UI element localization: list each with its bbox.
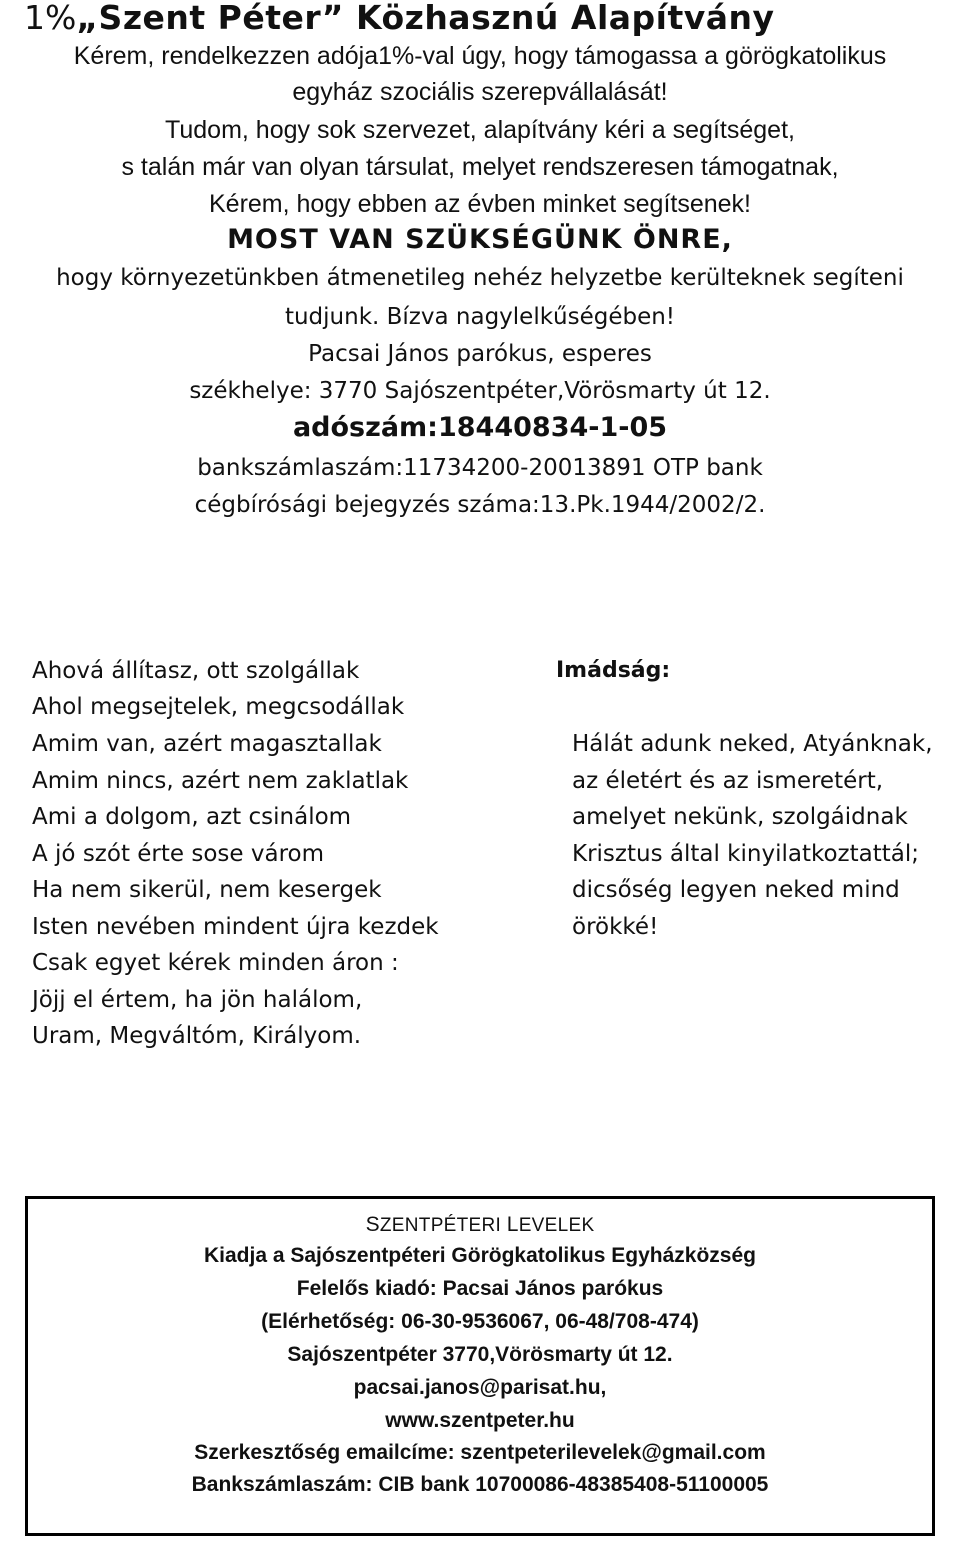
intro-line: s talán már van olyan társulat, melyet rendszeresen támogatnak, <box>121 153 839 181</box>
prayer-heading: Imádság: <box>556 658 671 683</box>
prayer-line: Krisztus által kinyilatkoztattál; <box>572 841 919 867</box>
poem-line: Jöjj el értem, ha jön halálom, <box>32 987 363 1013</box>
title-initial: L <box>506 1213 519 1236</box>
poem-line: Uram, Megváltóm, Királyom. <box>32 1023 362 1049</box>
bank-account-line: bankszámlaszám:11734200-20013891 OTP bank <box>197 455 763 481</box>
priest-name: Pacsai János parókus, esperes <box>308 341 652 367</box>
headquarters-address: székhelye: 3770 Sajószentpéter,Vörösmarty út 12. <box>189 378 771 404</box>
poem-line: A jó szót érte sose várom <box>32 841 324 867</box>
title-word: ZENTPÉTERI <box>379 1215 507 1236</box>
intro-line: Kérem, rendelkezzen adója1%-val úgy, hogy támogassa a görögkatolikus <box>73 42 887 70</box>
contact-phone-line: (Elérhetőség: 06-30-9536067, 06-48/708-474) <box>261 1310 699 1333</box>
bank-account-footer: Bankszámlaszám: CIB bank 10700086-48385408-51100005 <box>191 1473 769 1496</box>
need-headline: MOST VAN SZÜKSÉGÜNK ÖNRE, <box>227 224 733 255</box>
poem-line: Ami a dolgom, azt csinálom <box>32 804 352 830</box>
poem-line: Isten nevében mindent újra kezdek <box>32 914 439 940</box>
poem-line: Ahol megsejtelek, megcsodállak <box>32 694 405 720</box>
editorial-email-line: Szerkesztőség emailcíme: szentpeterilevelek@gmail.com <box>194 1441 766 1464</box>
newsletter-title <box>28 1213 932 1237</box>
address-line: Sajószentpéter 3770,Vörösmarty út 12. <box>287 1343 673 1366</box>
website-link[interactable]: www.szentpeter.hu <box>385 1409 575 1432</box>
tax-number: adószám:18440834-1-05 <box>292 412 668 443</box>
poem-line: Csak egyet kérek minden áron : <box>32 950 399 976</box>
court-registration-line: cégbírósági bejegyzés száma:13.Pk.1944/2002/2. <box>194 492 766 518</box>
prayer-line: örökké! <box>572 914 659 940</box>
prayer-line: az életért és az ismeretért, <box>572 768 884 794</box>
poem-line: Amim van, azért magasztallak <box>32 731 382 757</box>
intro-line: Kérem, hogy ebben az évben minket segítsenek! <box>209 190 751 218</box>
title-initial: S <box>365 1213 380 1236</box>
prayer-line: amelyet nekünk, szolgáidnak <box>572 804 908 830</box>
responsible-publisher-line: Felelős kiadó: Pacsai János parókus <box>296 1277 664 1300</box>
poem-line: Ha nem sikerül, nem kesergek <box>32 877 382 903</box>
prayer-line: dicsőség legyen neked mind <box>572 877 900 903</box>
poem-line: Amim nincs, azért nem zaklatlak <box>32 768 409 794</box>
intro-line: egyház szociális szerepvállalását! <box>292 78 668 106</box>
intro-line: Tudom, hogy sok szervezet, alapítvány kéri a segítséget, <box>165 116 795 144</box>
footer-colophon-box <box>25 1196 935 1536</box>
publisher-line: Kiadja a Sajószentpéteri Görögkatolikus Egyházközség <box>204 1244 756 1267</box>
title-word: EVELEK <box>518 1215 595 1236</box>
body-line: hogy környezetünkben átmenetileg nehéz helyzetbe kerülteknek segíteni <box>56 265 904 291</box>
title-percent: 1% <box>24 0 77 37</box>
title-foundation-name: „Szent Péter” Közhasznú Alapítvány <box>76 0 775 37</box>
prayer-line: Hálát adunk neked, Atyánknak, <box>572 731 933 757</box>
poem-line: Ahová állítasz, ott szolgállak <box>32 658 360 684</box>
email-link[interactable]: pacsai.janos@parisat.hu, <box>353 1376 607 1399</box>
body-line: tudjunk. Bízva nagylelkűségében! <box>284 304 676 330</box>
page-title <box>24 0 775 37</box>
